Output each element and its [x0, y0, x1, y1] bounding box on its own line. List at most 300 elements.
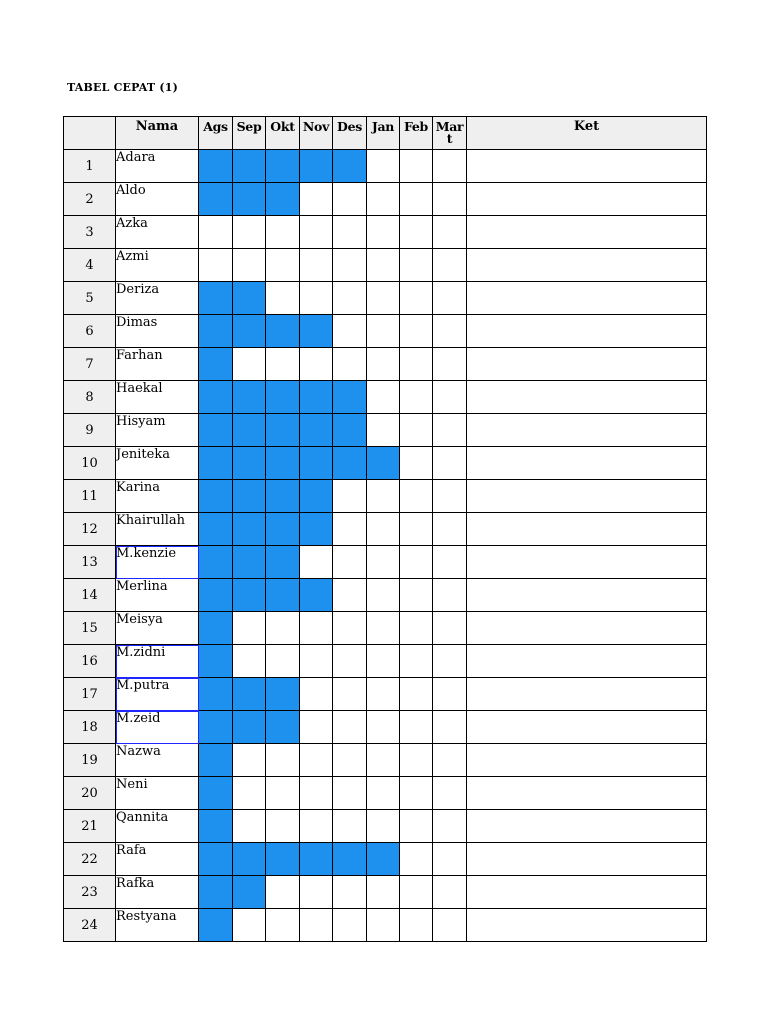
- month-cell-empty: [233, 216, 266, 249]
- month-cell-empty: [233, 777, 266, 810]
- row-number: 4: [64, 249, 116, 282]
- ket-cell: [467, 249, 707, 282]
- ket-cell: [467, 150, 707, 183]
- month-cell-filled: [199, 909, 233, 942]
- month-cell-filled: [199, 381, 233, 414]
- ket-cell: [467, 480, 707, 513]
- row-number: 14: [64, 579, 116, 612]
- month-cell-filled: [199, 513, 233, 546]
- month-cell-empty: [333, 480, 367, 513]
- student-name: Nazwa: [116, 744, 199, 777]
- month-cell-empty: [400, 150, 433, 183]
- month-cell-empty: [233, 348, 266, 381]
- student-name: M.zeid: [116, 711, 199, 744]
- month-cell-filled: [233, 414, 266, 447]
- month-cell-filled: [233, 678, 266, 711]
- table-row: [64, 579, 707, 612]
- month-cell-empty: [400, 348, 433, 381]
- month-cell-empty: [433, 348, 467, 381]
- month-cell-empty: [300, 612, 333, 645]
- month-cell-filled: [199, 150, 233, 183]
- month-cell-filled: [266, 480, 300, 513]
- month-cell-empty: [433, 678, 467, 711]
- month-cell-filled: [300, 447, 333, 480]
- month-cell-empty: [233, 612, 266, 645]
- student-name: Azmi: [116, 249, 199, 282]
- header-month: Okt: [266, 117, 300, 150]
- header-month: Des: [333, 117, 367, 150]
- month-cell-empty: [300, 810, 333, 843]
- table-row: [64, 843, 707, 876]
- month-cell-empty: [333, 777, 367, 810]
- table-row: [64, 546, 707, 579]
- month-cell-empty: [300, 645, 333, 678]
- month-cell-empty: [433, 546, 467, 579]
- month-cell-filled: [199, 612, 233, 645]
- month-cell-filled: [367, 447, 400, 480]
- month-cell-empty: [367, 150, 400, 183]
- student-name: M.zidni: [116, 645, 199, 678]
- month-cell-empty: [433, 183, 467, 216]
- table-row: [64, 711, 707, 744]
- month-cell-empty: [433, 909, 467, 942]
- month-cell-filled: [266, 579, 300, 612]
- month-cell-empty: [433, 150, 467, 183]
- month-cell-filled: [333, 381, 367, 414]
- row-number: 22: [64, 843, 116, 876]
- ket-cell: [467, 447, 707, 480]
- month-cell-empty: [367, 744, 400, 777]
- month-cell-filled: [199, 711, 233, 744]
- student-name: Rafka: [116, 876, 199, 909]
- ket-cell: [467, 678, 707, 711]
- month-cell-empty: [333, 678, 367, 711]
- ket-cell: [467, 744, 707, 777]
- month-cell-filled: [199, 414, 233, 447]
- month-cell-empty: [367, 216, 400, 249]
- month-cell-empty: [266, 249, 300, 282]
- month-cell-empty: [433, 216, 467, 249]
- month-cell-empty: [266, 282, 300, 315]
- month-cell-filled: [199, 183, 233, 216]
- month-cell-empty: [333, 612, 367, 645]
- month-cell-empty: [266, 876, 300, 909]
- month-cell-empty: [333, 579, 367, 612]
- row-number: 21: [64, 810, 116, 843]
- month-cell-filled: [199, 315, 233, 348]
- month-cell-filled: [300, 843, 333, 876]
- month-cell-empty: [266, 909, 300, 942]
- month-cell-filled: [266, 546, 300, 579]
- month-cell-empty: [333, 513, 367, 546]
- month-cell-empty: [400, 711, 433, 744]
- month-cell-empty: [333, 183, 367, 216]
- month-cell-empty: [233, 810, 266, 843]
- table-row: [64, 216, 707, 249]
- month-cell-empty: [433, 810, 467, 843]
- month-cell-empty: [400, 480, 433, 513]
- table-row: [64, 909, 707, 942]
- month-cell-filled: [199, 876, 233, 909]
- month-cell-empty: [300, 876, 333, 909]
- month-cell-filled: [266, 381, 300, 414]
- month-cell-filled: [199, 777, 233, 810]
- month-cell-empty: [400, 249, 433, 282]
- month-cell-filled: [233, 315, 266, 348]
- table-row: [64, 249, 707, 282]
- table-row: [64, 315, 707, 348]
- month-cell-filled: [199, 546, 233, 579]
- month-cell-filled: [300, 315, 333, 348]
- row-number: 20: [64, 777, 116, 810]
- month-cell-empty: [400, 414, 433, 447]
- month-cell-filled: [199, 282, 233, 315]
- student-name: Meisya: [116, 612, 199, 645]
- month-cell-filled: [233, 579, 266, 612]
- row-number: 9: [64, 414, 116, 447]
- row-number: 11: [64, 480, 116, 513]
- row-number: 13: [64, 546, 116, 579]
- month-cell-empty: [233, 249, 266, 282]
- month-cell-empty: [300, 282, 333, 315]
- month-cell-empty: [433, 315, 467, 348]
- month-cell-empty: [400, 612, 433, 645]
- ket-cell: [467, 513, 707, 546]
- page-title: TABEL CEPAT (1): [67, 81, 178, 94]
- month-cell-empty: [400, 513, 433, 546]
- ket-cell: [467, 876, 707, 909]
- student-name: Restyana: [116, 909, 199, 942]
- row-number: 8: [64, 381, 116, 414]
- month-cell-empty: [233, 645, 266, 678]
- month-cell-empty: [333, 909, 367, 942]
- month-cell-filled: [199, 843, 233, 876]
- ket-cell: [467, 711, 707, 744]
- row-number: 7: [64, 348, 116, 381]
- table-body: [64, 150, 707, 942]
- student-name: Azka: [116, 216, 199, 249]
- month-cell-empty: [333, 876, 367, 909]
- month-cell-filled: [233, 546, 266, 579]
- month-cell-empty: [333, 282, 367, 315]
- month-cell-empty: [367, 579, 400, 612]
- ket-cell: [467, 810, 707, 843]
- month-cell-empty: [367, 612, 400, 645]
- month-cell-filled: [266, 513, 300, 546]
- month-cell-filled: [266, 315, 300, 348]
- month-cell-empty: [300, 711, 333, 744]
- header-row: [64, 117, 707, 150]
- month-cell-empty: [266, 645, 300, 678]
- month-cell-empty: [300, 348, 333, 381]
- month-cell-empty: [367, 909, 400, 942]
- table-row: [64, 678, 707, 711]
- student-name: Merlina: [116, 579, 199, 612]
- month-cell-empty: [367, 480, 400, 513]
- table-row: [64, 183, 707, 216]
- row-number: 18: [64, 711, 116, 744]
- month-cell-empty: [400, 315, 433, 348]
- month-cell-empty: [266, 744, 300, 777]
- month-cell-filled: [300, 579, 333, 612]
- month-cell-empty: [199, 216, 233, 249]
- row-number: 3: [64, 216, 116, 249]
- month-cell-empty: [300, 216, 333, 249]
- month-cell-empty: [367, 810, 400, 843]
- table-row: [64, 810, 707, 843]
- month-cell-empty: [433, 282, 467, 315]
- month-cell-empty: [367, 711, 400, 744]
- student-name: Jeniteka: [116, 447, 199, 480]
- table-row: [64, 513, 707, 546]
- row-number: 15: [64, 612, 116, 645]
- row-number: 24: [64, 909, 116, 942]
- table-row: [64, 744, 707, 777]
- month-cell-filled: [266, 150, 300, 183]
- row-number: 23: [64, 876, 116, 909]
- month-cell-empty: [333, 744, 367, 777]
- month-cell-filled: [266, 414, 300, 447]
- progress-table: [63, 116, 707, 942]
- month-cell-filled: [266, 447, 300, 480]
- month-cell-empty: [433, 414, 467, 447]
- month-cell-empty: [400, 909, 433, 942]
- month-cell-filled: [233, 843, 266, 876]
- month-cell-empty: [400, 216, 433, 249]
- student-name: Karina: [116, 480, 199, 513]
- month-cell-empty: [233, 909, 266, 942]
- month-cell-empty: [333, 216, 367, 249]
- month-cell-empty: [400, 282, 433, 315]
- month-cell-filled: [233, 282, 266, 315]
- month-cell-empty: [300, 744, 333, 777]
- month-cell-empty: [433, 513, 467, 546]
- ket-cell: [467, 183, 707, 216]
- row-number: 2: [64, 183, 116, 216]
- month-cell-empty: [367, 348, 400, 381]
- month-cell-filled: [333, 447, 367, 480]
- ket-cell: [467, 381, 707, 414]
- ket-cell: [467, 216, 707, 249]
- month-cell-filled: [300, 414, 333, 447]
- month-cell-empty: [367, 546, 400, 579]
- header-month: Jan: [367, 117, 400, 150]
- student-name: Rafa: [116, 843, 199, 876]
- month-cell-filled: [300, 381, 333, 414]
- month-cell-filled: [199, 810, 233, 843]
- month-cell-empty: [266, 348, 300, 381]
- month-cell-filled: [333, 150, 367, 183]
- ket-cell: [467, 282, 707, 315]
- month-cell-filled: [199, 447, 233, 480]
- month-cell-empty: [433, 777, 467, 810]
- month-cell-empty: [400, 645, 433, 678]
- ket-cell: [467, 612, 707, 645]
- month-cell-empty: [433, 249, 467, 282]
- month-cell-empty: [333, 249, 367, 282]
- student-name: Hisyam: [116, 414, 199, 447]
- month-cell-filled: [199, 744, 233, 777]
- header-month: Nov: [300, 117, 333, 150]
- month-cell-empty: [400, 744, 433, 777]
- month-cell-empty: [367, 381, 400, 414]
- month-cell-empty: [266, 777, 300, 810]
- month-cell-empty: [333, 711, 367, 744]
- ket-cell: [467, 579, 707, 612]
- month-cell-empty: [367, 876, 400, 909]
- student-name: M.kenzie: [116, 546, 199, 579]
- month-cell-empty: [199, 249, 233, 282]
- month-cell-empty: [367, 414, 400, 447]
- month-cell-empty: [367, 645, 400, 678]
- month-cell-filled: [300, 150, 333, 183]
- month-cell-filled: [199, 348, 233, 381]
- month-cell-empty: [367, 777, 400, 810]
- row-number: 17: [64, 678, 116, 711]
- month-cell-empty: [433, 645, 467, 678]
- ket-cell: [467, 843, 707, 876]
- table-row: [64, 876, 707, 909]
- month-cell-empty: [433, 579, 467, 612]
- header-month: Ags: [199, 117, 233, 150]
- month-cell-empty: [400, 183, 433, 216]
- header-month: Mart: [433, 117, 467, 150]
- month-cell-empty: [400, 381, 433, 414]
- header-ket: Ket: [467, 117, 707, 150]
- table-row: [64, 282, 707, 315]
- month-cell-filled: [233, 150, 266, 183]
- month-cell-empty: [400, 777, 433, 810]
- month-cell-empty: [400, 810, 433, 843]
- month-cell-filled: [199, 480, 233, 513]
- month-cell-empty: [433, 381, 467, 414]
- month-cell-empty: [300, 777, 333, 810]
- student-name: Neni: [116, 777, 199, 810]
- month-cell-empty: [333, 810, 367, 843]
- month-cell-filled: [233, 876, 266, 909]
- month-cell-filled: [266, 183, 300, 216]
- month-cell-empty: [433, 612, 467, 645]
- month-cell-filled: [199, 645, 233, 678]
- month-cell-filled: [367, 843, 400, 876]
- ket-cell: [467, 348, 707, 381]
- student-name: Farhan: [116, 348, 199, 381]
- table-row: [64, 447, 707, 480]
- table-row: [64, 612, 707, 645]
- month-cell-empty: [400, 843, 433, 876]
- student-name: M.putra: [116, 678, 199, 711]
- month-cell-empty: [400, 579, 433, 612]
- month-cell-empty: [367, 249, 400, 282]
- student-name: Qannita: [116, 810, 199, 843]
- month-cell-empty: [400, 678, 433, 711]
- month-cell-empty: [433, 711, 467, 744]
- ket-cell: [467, 414, 707, 447]
- month-cell-filled: [233, 183, 266, 216]
- table-row: [64, 480, 707, 513]
- month-cell-empty: [300, 909, 333, 942]
- month-cell-empty: [266, 216, 300, 249]
- month-cell-empty: [300, 183, 333, 216]
- table-row: [64, 777, 707, 810]
- header-month: Sep: [233, 117, 266, 150]
- month-cell-empty: [367, 282, 400, 315]
- month-cell-empty: [400, 876, 433, 909]
- month-cell-empty: [367, 183, 400, 216]
- month-cell-empty: [433, 744, 467, 777]
- month-cell-empty: [367, 513, 400, 546]
- month-cell-empty: [367, 315, 400, 348]
- month-cell-filled: [300, 513, 333, 546]
- month-cell-empty: [433, 843, 467, 876]
- month-cell-empty: [266, 810, 300, 843]
- header-month: Feb: [400, 117, 433, 150]
- row-number: 16: [64, 645, 116, 678]
- ket-cell: [467, 645, 707, 678]
- table-row: [64, 414, 707, 447]
- month-cell-empty: [333, 546, 367, 579]
- header-no: [64, 117, 116, 150]
- row-number: 6: [64, 315, 116, 348]
- month-cell-empty: [333, 645, 367, 678]
- month-cell-empty: [367, 678, 400, 711]
- table-row: [64, 381, 707, 414]
- ket-cell: [467, 546, 707, 579]
- student-name: Adara: [116, 150, 199, 183]
- month-cell-empty: [300, 546, 333, 579]
- row-number: 1: [64, 150, 116, 183]
- student-name: Aldo: [116, 183, 199, 216]
- ket-cell: [467, 315, 707, 348]
- month-cell-empty: [300, 678, 333, 711]
- month-cell-filled: [233, 711, 266, 744]
- month-cell-filled: [266, 711, 300, 744]
- month-cell-empty: [433, 480, 467, 513]
- month-cell-filled: [233, 447, 266, 480]
- month-cell-filled: [233, 480, 266, 513]
- month-cell-empty: [333, 348, 367, 381]
- row-number: 10: [64, 447, 116, 480]
- month-cell-empty: [333, 315, 367, 348]
- month-cell-empty: [433, 447, 467, 480]
- table-row: [64, 150, 707, 183]
- month-cell-filled: [300, 480, 333, 513]
- month-cell-empty: [233, 744, 266, 777]
- month-cell-filled: [333, 414, 367, 447]
- month-cell-filled: [333, 843, 367, 876]
- month-cell-empty: [433, 876, 467, 909]
- table-row: [64, 645, 707, 678]
- month-cell-filled: [266, 678, 300, 711]
- ket-cell: [467, 909, 707, 942]
- ket-cell: [467, 777, 707, 810]
- row-number: 5: [64, 282, 116, 315]
- month-cell-filled: [199, 678, 233, 711]
- header-name: Nama: [116, 117, 199, 150]
- month-cell-empty: [400, 546, 433, 579]
- row-number: 12: [64, 513, 116, 546]
- table-row: [64, 348, 707, 381]
- student-name: Khairullah: [116, 513, 199, 546]
- month-cell-empty: [400, 447, 433, 480]
- month-cell-filled: [199, 579, 233, 612]
- student-name: Haekal: [116, 381, 199, 414]
- month-cell-filled: [233, 513, 266, 546]
- student-name: Dimas: [116, 315, 199, 348]
- month-cell-empty: [300, 249, 333, 282]
- month-cell-filled: [233, 381, 266, 414]
- month-cell-filled: [266, 843, 300, 876]
